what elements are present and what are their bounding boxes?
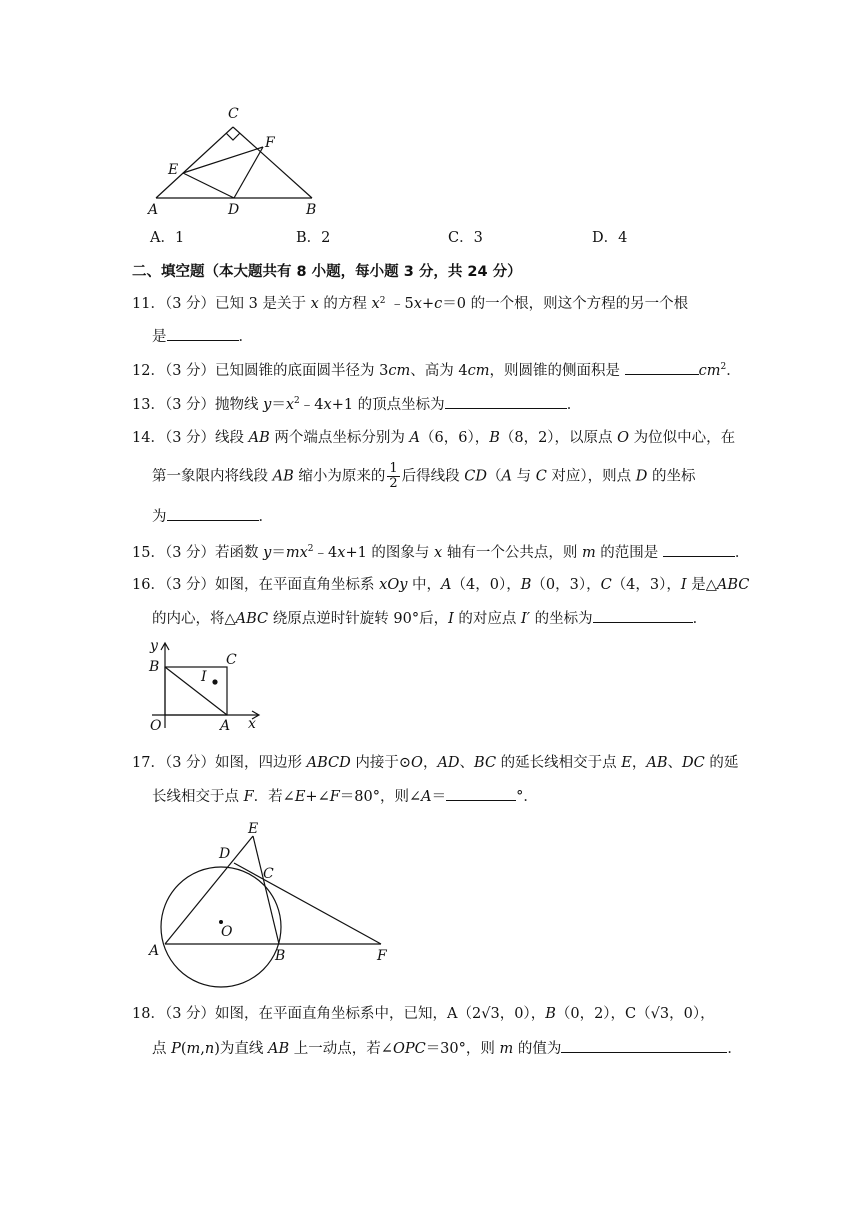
label-y: y	[150, 638, 158, 654]
label-e: E	[168, 162, 179, 178]
answer-blank[interactable]	[593, 608, 693, 623]
incenter-point	[212, 679, 217, 684]
answer-blank[interactable]	[663, 542, 735, 557]
answer-blank[interactable]	[446, 786, 516, 801]
question-11: 11．（3 分）已知 3 是关于 x 的方程 $x^2$ ﹣5x+c＝0 的一个根，则这个方程的另一个根	[132, 296, 689, 312]
label-c: C	[228, 106, 239, 122]
option-d: D．4	[592, 230, 628, 246]
label-o: O	[221, 924, 233, 940]
label-f: F	[377, 948, 387, 964]
segment-ae	[165, 836, 253, 944]
segment-eb	[253, 836, 279, 944]
label-o: O	[150, 718, 162, 733]
q16-figure	[140, 638, 270, 733]
question-14-line2: 第一象限内将线段 AB 缩小为原来的 $\frac{1}{2}$ 后得线段 CD（A 与 C 对应），则点 D 的坐标	[152, 461, 696, 491]
label-e: E	[248, 821, 259, 837]
label-b: B	[149, 659, 160, 675]
question-16: 16．（3 分）如图，在平面直角坐标系 xOy 中，A（4，0），B（0，3），C（4，3），I 是△ABC	[132, 577, 750, 593]
question-14: 14．（3 分）线段 AB 两个端点坐标分别为 A（6，6），B（8，2），以原点 O 为位似中心，在	[132, 430, 736, 446]
segment-df	[234, 863, 381, 944]
question-13: 13．（3 分）抛物线 $y=x^2﹣4x+1$ 的顶点坐标为 ．	[132, 396, 582, 413]
q17-figure	[145, 818, 395, 988]
label-c: C	[226, 652, 237, 668]
option-b: B．2	[296, 230, 331, 246]
question-17-line2: 长线相交于点 F．若∠E+∠F＝80°，则∠A＝ °．	[152, 786, 538, 807]
label-b: B	[306, 202, 317, 218]
label-x: x	[248, 716, 256, 732]
answer-blank[interactable]	[561, 1038, 727, 1053]
question-12: 12．（3 分）已知圆锥的底面圆半径为 3cm、高为 4cm，则圆锥的侧面积是 $cm^2$．	[132, 362, 741, 379]
label-f: F	[265, 135, 275, 151]
answer-blank[interactable]	[167, 506, 259, 521]
label-d: D	[219, 846, 231, 862]
question-14-line3: 为 ．	[152, 506, 273, 527]
label-c: C	[263, 866, 274, 882]
question-17: 17．（3 分）如图，四边形 ABCD 内接于⊙O，AD、BC 的延长线相交于点 E，AB、DC 的延	[132, 755, 739, 771]
question-15: 15．（3 分）若函数 $y=mx^2﹣4x+1$ 的图象与 x 轴有一个公共点，则 m 的范围是 ．	[132, 544, 750, 561]
label-a: A	[220, 718, 231, 733]
label-i: I	[201, 669, 207, 685]
answer-blank[interactable]	[625, 360, 699, 375]
answer-blank[interactable]	[445, 394, 567, 409]
option-c: C．3	[448, 230, 483, 246]
point-c-coords: C（√3，0）	[625, 1006, 701, 1022]
q10-figure	[140, 100, 340, 220]
label-a: A	[149, 943, 160, 959]
label-d: D	[228, 202, 240, 218]
label-a: A	[148, 202, 159, 218]
segment-ed	[183, 173, 234, 198]
fraction-one-half: $\frac{1}{2}$	[389, 461, 398, 491]
right-angle-mark	[226, 133, 240, 140]
question-16-line2: 的内心，将△ABC 绕原点逆时针旋转 90°后，I 的对应点 I′ 的坐标为 ．	[152, 608, 707, 629]
section-heading: 二、填空题（本大题共有 8 小题，每小题 3 分，共 24 分）	[132, 264, 522, 280]
answer-blank[interactable]	[167, 326, 239, 341]
question-18: 18．（3 分）如图，在平面直角坐标系中，已知，A（2√3，0），B（0，2），C（√3，0），	[132, 1006, 715, 1022]
question-18-line2: 点 P(m,n)为直线 AB 上一动点，若∠OPC＝30°，则 m 的值为 ．	[152, 1038, 742, 1059]
label-b: B	[275, 948, 286, 964]
point-a-coords: A（2√3，0）	[447, 1006, 531, 1022]
segment-ba	[165, 667, 227, 715]
option-a: A．1	[150, 230, 185, 246]
question-11-line2: 是 ．	[152, 326, 253, 347]
